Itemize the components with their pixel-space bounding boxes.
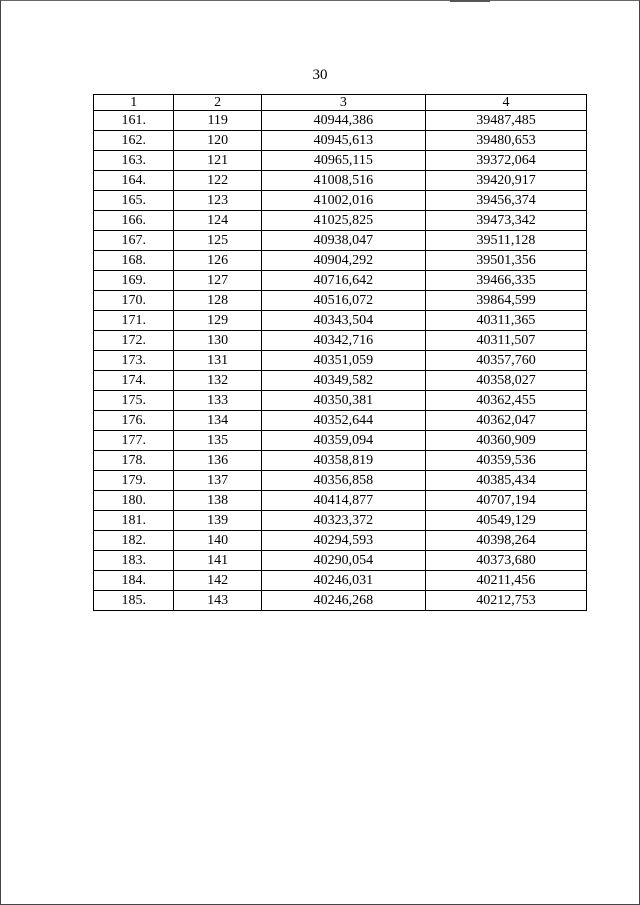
- column-header-1: 1: [94, 95, 174, 111]
- row-number-cell: 185.: [94, 591, 174, 611]
- point-number-cell: 119: [174, 111, 261, 131]
- row-number-cell: 162.: [94, 131, 174, 151]
- y-coordinate-cell: 40549,129: [425, 511, 586, 531]
- x-coordinate-cell: 40716,642: [261, 271, 425, 291]
- x-coordinate-cell: 40349,582: [261, 371, 425, 391]
- y-coordinate-cell: 40357,760: [425, 351, 586, 371]
- y-coordinate-cell: 40385,434: [425, 471, 586, 491]
- y-coordinate-cell: 40359,536: [425, 451, 586, 471]
- row-number-cell: 175.: [94, 391, 174, 411]
- point-number-cell: 143: [174, 591, 261, 611]
- x-coordinate-cell: 40351,059: [261, 351, 425, 371]
- table-row: [94, 551, 587, 571]
- y-coordinate-cell: 39420,917: [425, 171, 586, 191]
- y-coordinate-cell: 39473,342: [425, 211, 586, 231]
- y-coordinate-cell: 40211,456: [425, 571, 586, 591]
- point-number-cell: 125: [174, 231, 261, 251]
- table-row: [94, 491, 587, 511]
- x-coordinate-cell: 40294,593: [261, 531, 425, 551]
- column-header-3: 3: [261, 95, 425, 111]
- y-coordinate-cell: 39466,335: [425, 271, 586, 291]
- point-number-cell: 135: [174, 431, 261, 451]
- scan-mark: [450, 0, 490, 2]
- table-row: [94, 391, 587, 411]
- x-coordinate-cell: 40904,292: [261, 251, 425, 271]
- table-row: [94, 111, 587, 131]
- table-body: [94, 111, 587, 611]
- point-number-cell: 127: [174, 271, 261, 291]
- table-row: [94, 571, 587, 591]
- row-number-cell: 181.: [94, 511, 174, 531]
- y-coordinate-cell: 40311,365: [425, 311, 586, 331]
- row-number-cell: 166.: [94, 211, 174, 231]
- table-row: [94, 531, 587, 551]
- table-row: [94, 151, 587, 171]
- y-coordinate-cell: 39487,485: [425, 111, 586, 131]
- table-row: [94, 451, 587, 471]
- x-coordinate-cell: 40938,047: [261, 231, 425, 251]
- x-coordinate-cell: 41002,016: [261, 191, 425, 211]
- y-coordinate-cell: 40311,507: [425, 331, 586, 351]
- row-number-cell: 167.: [94, 231, 174, 251]
- x-coordinate-cell: 40342,716: [261, 331, 425, 351]
- table-row: [94, 271, 587, 291]
- y-coordinate-cell: 40707,194: [425, 491, 586, 511]
- row-number-cell: 168.: [94, 251, 174, 271]
- y-coordinate-cell: 39372,064: [425, 151, 586, 171]
- point-number-cell: 120: [174, 131, 261, 151]
- x-coordinate-cell: 40516,072: [261, 291, 425, 311]
- y-coordinate-cell: 39864,599: [425, 291, 586, 311]
- row-number-cell: 178.: [94, 451, 174, 471]
- row-number-cell: 183.: [94, 551, 174, 571]
- row-number-cell: 161.: [94, 111, 174, 131]
- table-row: [94, 331, 587, 351]
- table-row: [94, 171, 587, 191]
- y-coordinate-cell: 40373,680: [425, 551, 586, 571]
- point-number-cell: 141: [174, 551, 261, 571]
- table-row: [94, 231, 587, 251]
- table-header-row: [94, 95, 587, 111]
- point-number-cell: 131: [174, 351, 261, 371]
- row-number-cell: 179.: [94, 471, 174, 491]
- x-coordinate-cell: 40350,381: [261, 391, 425, 411]
- y-coordinate-cell: 39501,356: [425, 251, 586, 271]
- point-number-cell: 123: [174, 191, 261, 211]
- y-coordinate-cell: 40398,264: [425, 531, 586, 551]
- y-coordinate-cell: 40362,047: [425, 411, 586, 431]
- x-coordinate-cell: 41008,516: [261, 171, 425, 191]
- table-row: [94, 291, 587, 311]
- row-number-cell: 163.: [94, 151, 174, 171]
- x-coordinate-cell: 40965,115: [261, 151, 425, 171]
- x-coordinate-cell: 40358,819: [261, 451, 425, 471]
- point-number-cell: 133: [174, 391, 261, 411]
- table-row: [94, 311, 587, 331]
- point-number-cell: 124: [174, 211, 261, 231]
- table-row: [94, 511, 587, 531]
- row-number-cell: 176.: [94, 411, 174, 431]
- point-number-cell: 142: [174, 571, 261, 591]
- point-number-cell: 136: [174, 451, 261, 471]
- table-row: [94, 411, 587, 431]
- row-number-cell: 171.: [94, 311, 174, 331]
- point-number-cell: 130: [174, 331, 261, 351]
- table-row: [94, 131, 587, 151]
- table-row: [94, 191, 587, 211]
- y-coordinate-cell: 40362,455: [425, 391, 586, 411]
- row-number-cell: 180.: [94, 491, 174, 511]
- row-number-cell: 173.: [94, 351, 174, 371]
- row-number-cell: 177.: [94, 431, 174, 451]
- column-header-2: 2: [174, 95, 261, 111]
- x-coordinate-cell: 40323,372: [261, 511, 425, 531]
- point-number-cell: 128: [174, 291, 261, 311]
- point-number-cell: 126: [174, 251, 261, 271]
- x-coordinate-cell: 40352,644: [261, 411, 425, 431]
- row-number-cell: 174.: [94, 371, 174, 391]
- point-number-cell: 134: [174, 411, 261, 431]
- y-coordinate-cell: 39511,128: [425, 231, 586, 251]
- x-coordinate-cell: 41025,825: [261, 211, 425, 231]
- x-coordinate-cell: 40290,054: [261, 551, 425, 571]
- point-number-cell: 129: [174, 311, 261, 331]
- y-coordinate-cell: 40360,909: [425, 431, 586, 451]
- page-number: 30: [312, 67, 328, 83]
- x-coordinate-cell: 40343,504: [261, 311, 425, 331]
- row-number-cell: 169.: [94, 271, 174, 291]
- table-row: [94, 591, 587, 611]
- y-coordinate-cell: 39456,374: [425, 191, 586, 211]
- point-number-cell: 132: [174, 371, 261, 391]
- point-number-cell: 121: [174, 151, 261, 171]
- x-coordinate-cell: 40246,031: [261, 571, 425, 591]
- coordinates-table: [93, 94, 587, 611]
- table-row: [94, 431, 587, 451]
- row-number-cell: 172.: [94, 331, 174, 351]
- row-number-cell: 164.: [94, 171, 174, 191]
- x-coordinate-cell: 40414,877: [261, 491, 425, 511]
- x-coordinate-cell: 40356,858: [261, 471, 425, 491]
- point-number-cell: 139: [174, 511, 261, 531]
- point-number-cell: 122: [174, 171, 261, 191]
- table-row: [94, 471, 587, 491]
- table-row: [94, 351, 587, 371]
- x-coordinate-cell: 40945,613: [261, 131, 425, 151]
- x-coordinate-cell: 40246,268: [261, 591, 425, 611]
- table-row: [94, 371, 587, 391]
- point-number-cell: 138: [174, 491, 261, 511]
- y-coordinate-cell: 40212,753: [425, 591, 586, 611]
- row-number-cell: 182.: [94, 531, 174, 551]
- point-number-cell: 137: [174, 471, 261, 491]
- table-row: [94, 251, 587, 271]
- table-row: [94, 211, 587, 231]
- x-coordinate-cell: 40944,386: [261, 111, 425, 131]
- column-header-4: 4: [425, 95, 586, 111]
- x-coordinate-cell: 40359,094: [261, 431, 425, 451]
- row-number-cell: 170.: [94, 291, 174, 311]
- row-number-cell: 184.: [94, 571, 174, 591]
- y-coordinate-cell: 40358,027: [425, 371, 586, 391]
- point-number-cell: 140: [174, 531, 261, 551]
- row-number-cell: 165.: [94, 191, 174, 211]
- y-coordinate-cell: 39480,653: [425, 131, 586, 151]
